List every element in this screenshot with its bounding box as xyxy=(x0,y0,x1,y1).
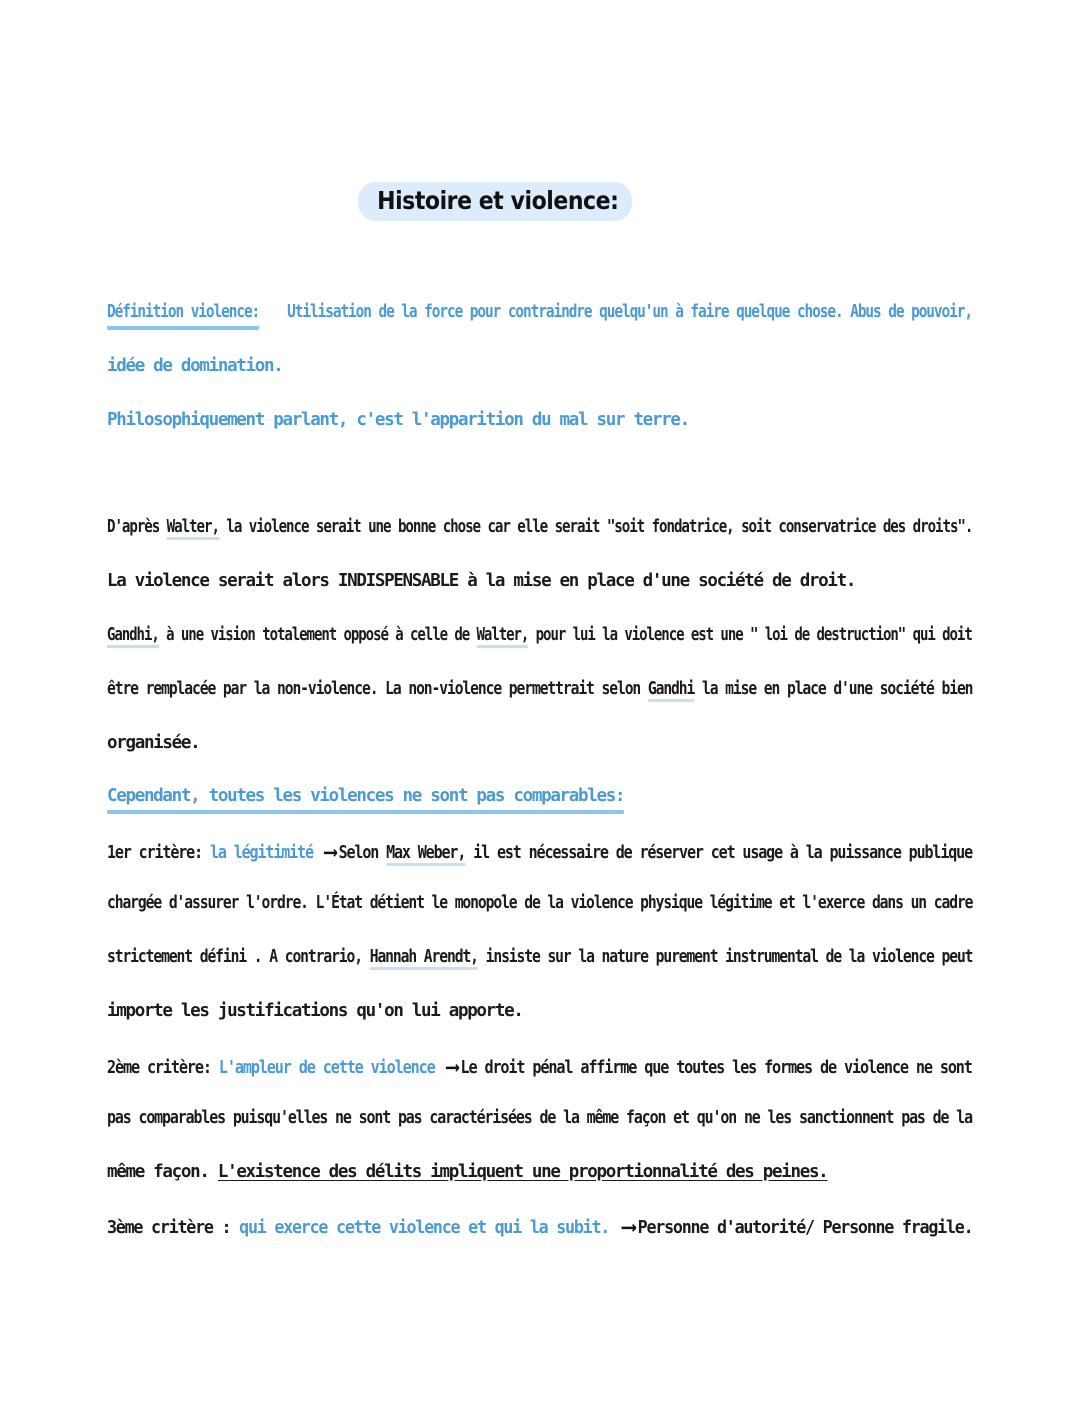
arrow-right-icon: ⟶ xyxy=(324,840,336,865)
definition-text: Utilisation de la force pour contraindre quelqu'un à faire quelque chose. Abus de pouvoir, xyxy=(287,302,972,322)
gandhi-name: Gandhi, xyxy=(107,625,159,648)
definition-line-1 xyxy=(107,302,972,322)
definition-line-3: Philosophiquement parlant, c'est l'apparition du mal sur terre. xyxy=(107,410,689,430)
gandhi-text-c: être remplacée par la non-violence. La non-violence permettrait selon xyxy=(107,679,648,699)
comparison-line xyxy=(107,786,624,806)
critere1-topic: la légitimité xyxy=(209,843,313,863)
critere2-text-c: même façon. xyxy=(107,1162,218,1182)
critere1-text-b: il est nécessaire de réserver cet usage à la puissance publique xyxy=(465,843,973,863)
critere3-text: Personne d'autorité/ Personne fragile. xyxy=(637,1218,973,1238)
page-title: Histoire et violence: xyxy=(358,182,633,221)
definition-line-2: idée de domination. xyxy=(107,356,283,376)
gandhi-name-2: Gandhi xyxy=(648,679,694,702)
critere2-line-3 xyxy=(107,1162,827,1182)
critere1-text-a: Selon xyxy=(338,843,387,863)
critere1-line-1 xyxy=(107,840,972,865)
walter-name: Walter, xyxy=(167,517,219,540)
walter-line-2: La violence serait alors INDISPENSABLE à la mise en place d'une société de droit. xyxy=(107,571,856,591)
critere1-text-c: strictement défini . A contrario, xyxy=(107,947,370,967)
definition-label: Définition violence: xyxy=(107,302,259,330)
critere3-line-1 xyxy=(107,1215,972,1240)
critere2-line-1 xyxy=(107,1055,972,1080)
arendt-name: Hannah Arendt, xyxy=(370,947,478,970)
critere1-label: 1er critère: xyxy=(107,843,203,863)
critere1-text-d: insiste sur la nature purement instrumental de la violence peut xyxy=(477,947,973,967)
comparison-heading: Cependant, toutes les violences ne sont pas comparables: xyxy=(107,786,624,814)
critere2-topic: L'ampleur de cette violence xyxy=(218,1058,435,1078)
arrow-right-icon: ⟶ xyxy=(446,1055,458,1080)
critere1-line-2: chargée d'assurer l'ordre. L'État détient le monopole de la violence physique légitime et l'exerce dans un cadre xyxy=(107,893,973,913)
title-container xyxy=(0,182,1080,221)
critere2-text-a: Le droit pénal affirme que toutes les formes de violence ne sont xyxy=(460,1058,972,1078)
critere2-line-2: pas comparables puisqu'elles ne sont pas caractérisées de la même façon et qu'on ne les sanctionnent pas de la xyxy=(107,1108,972,1128)
arrow-right-icon: ⟶ xyxy=(622,1215,634,1240)
critere1-line-4: importe les justifications qu'on lui apporte. xyxy=(107,1001,523,1021)
critere1-line-3 xyxy=(107,947,972,967)
gandhi-line-3: organisée. xyxy=(107,733,200,753)
critere2-underlined-text: L'existence des délits impliquent une proportionnalité des peines. xyxy=(217,1162,828,1182)
critere3-topic: qui exerce cette violence et qui la subit. xyxy=(239,1218,610,1238)
critere2-label: 2ème critère: xyxy=(107,1058,211,1078)
critere3-label: 3ème critère : xyxy=(107,1218,231,1238)
gandhi-text-a: à une vision totalement opposé à celle de xyxy=(158,625,477,645)
walter-name-2: Walter, xyxy=(477,625,529,648)
gandhi-text-d: la mise en place d'une société bien xyxy=(694,679,973,699)
walter-line-1 xyxy=(107,517,972,537)
gandhi-text-b: pour lui la violence est une " loi de destruction" qui doit xyxy=(528,625,972,645)
weber-name: Max Weber, xyxy=(386,843,465,866)
gandhi-line-2 xyxy=(107,679,972,699)
gandhi-line-1 xyxy=(107,625,972,645)
walter-text-a: D'après xyxy=(107,517,167,537)
walter-text-b: la violence serait une bonne chose car elle serait "soit fondatrice, soit conservatrice des droits". xyxy=(218,517,973,537)
